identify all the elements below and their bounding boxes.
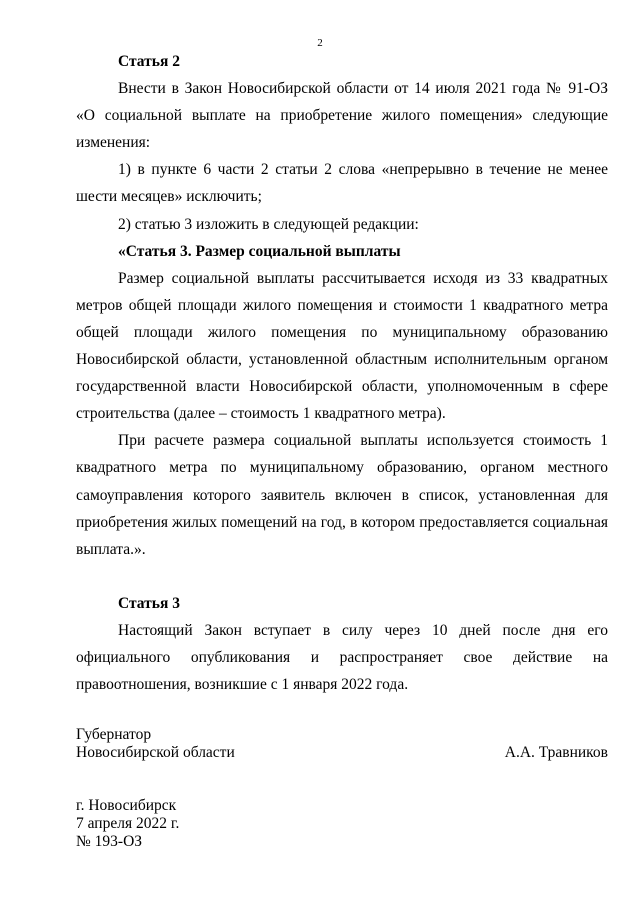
signature-row [76, 744, 608, 762]
article-2-paragraph: Внести в Закон Новосибирской области от 14 июля 2021 года № 91-ОЗ «О социальной выплате на приобретение жилого помещения» следующие изменения: [76, 80, 608, 152]
article-3-paragraph: Настоящий Закон вступает в силу через 10 дней после дня его официального опубликования и распространяет свое действие на правоотношения, возникшие с 1 января 2022 года. [76, 621, 608, 694]
signature-block [76, 726, 608, 762]
signer-name: А.А. Травников [504, 744, 608, 761]
place-date-block [76, 797, 376, 851]
signer-title-line-1: Губернатор [76, 726, 152, 743]
page-number: 2 [317, 37, 323, 49]
quoted-article-paragraph: При расчете размера социальной выплаты используется стоимость 1 квадратного метра по муниципальному образованию, органом местного самоуправления которого заявитель включен в список, установленная для приобретения жилых помещений на год, в котором предоставляется социальная выплата.». [76, 432, 608, 558]
date: 7 апреля 2022 г. [76, 815, 180, 832]
article-3-heading: Статья 3 [118, 594, 180, 612]
article-2-item-1: 1) в пункте 6 части 2 статьи 2 слова «непрерывно в течение не менее шести месяцев» исключить; [76, 161, 608, 206]
law-number: № 193-ОЗ [76, 833, 143, 850]
article-2-item-2: 2) статью 3 изложить в следующей редакции: [118, 215, 419, 233]
section-spacer [76, 563, 608, 590]
document-body [76, 48, 608, 698]
signer-title-line-2: Новосибирской области [76, 744, 235, 761]
quoted-article-heading: «Статья 3. Размер социальной выплаты [118, 242, 401, 260]
city: г. Новосибирск [76, 797, 177, 814]
article-2-heading: Статья 2 [118, 53, 180, 70]
quoted-article-paragraph: Размер социальной выплаты рассчитывается исходя из 33 квадратных метров общей площади жилого помещения и стоимости 1 квадратного метра общей площади жилого помещения по муниципальному образованию Новосибирской области, установленной областным исполнительным органом государственной власти Новосибирской области, уполномоченным в сфере строительства (далее – стоимость 1 квадратного метра). [76, 269, 608, 423]
